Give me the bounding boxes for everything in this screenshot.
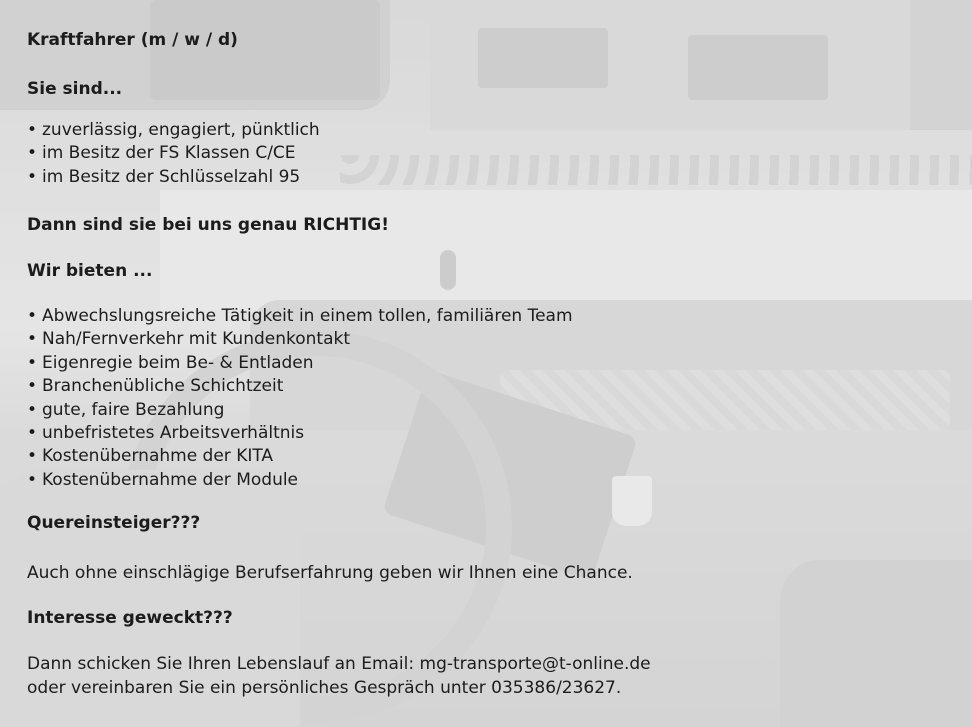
heading-quereinsteiger: Quereinsteiger??? — [27, 513, 201, 533]
quereinsteiger-text: Auch ohne einschlägige Berufserfahrung geben wir Ihnen eine Chance. — [27, 563, 633, 583]
job-title: Kraftfahrer (m / w / d) — [27, 30, 238, 50]
list-item: • im Besitz der Schlüsselzahl 95 — [27, 166, 301, 187]
contact-line-phone: oder vereinbaren Sie ein persönliches Gespräch unter 035386/23627. — [27, 678, 622, 698]
list-item: • unbefristetes Arbeitsverhältnis — [27, 423, 305, 444]
list-item: • Nah/Fernverkehr mit Kundenkontakt — [27, 329, 351, 350]
list-item: • Branchenübliche Schichtzeit — [27, 376, 284, 397]
list-item: • gute, faire Bezahlung — [27, 399, 225, 420]
list-item: • Abwechslungsreiche Tätigkeit in einem tollen, familiären Team — [27, 306, 573, 326]
benefits-list — [27, 305, 573, 492]
list-item: • im Besitz der FS Klassen C/CE — [27, 143, 296, 164]
heading-wir-bieten: Wir bieten ... — [27, 261, 153, 281]
list-item: • Kostenübernahme der Module — [27, 469, 299, 490]
heading-interesse: Interesse geweckt??? — [27, 608, 233, 628]
contact-line-email: Dann schicken Sie Ihren Lebenslauf an Email: mg-transporte@t-online.de — [27, 654, 651, 674]
requirements-list — [27, 119, 320, 189]
list-item: • zuverlässig, engagiert, pünktlich — [27, 120, 320, 140]
heading-sie-sind: Sie sind... — [27, 79, 123, 99]
list-item: • Kostenübernahme der KITA — [27, 446, 274, 467]
list-item: • Eigenregie beim Be- & Entladen — [27, 352, 314, 373]
heading-richtig: Dann sind sie bei uns genau RICHTIG! — [27, 215, 389, 235]
